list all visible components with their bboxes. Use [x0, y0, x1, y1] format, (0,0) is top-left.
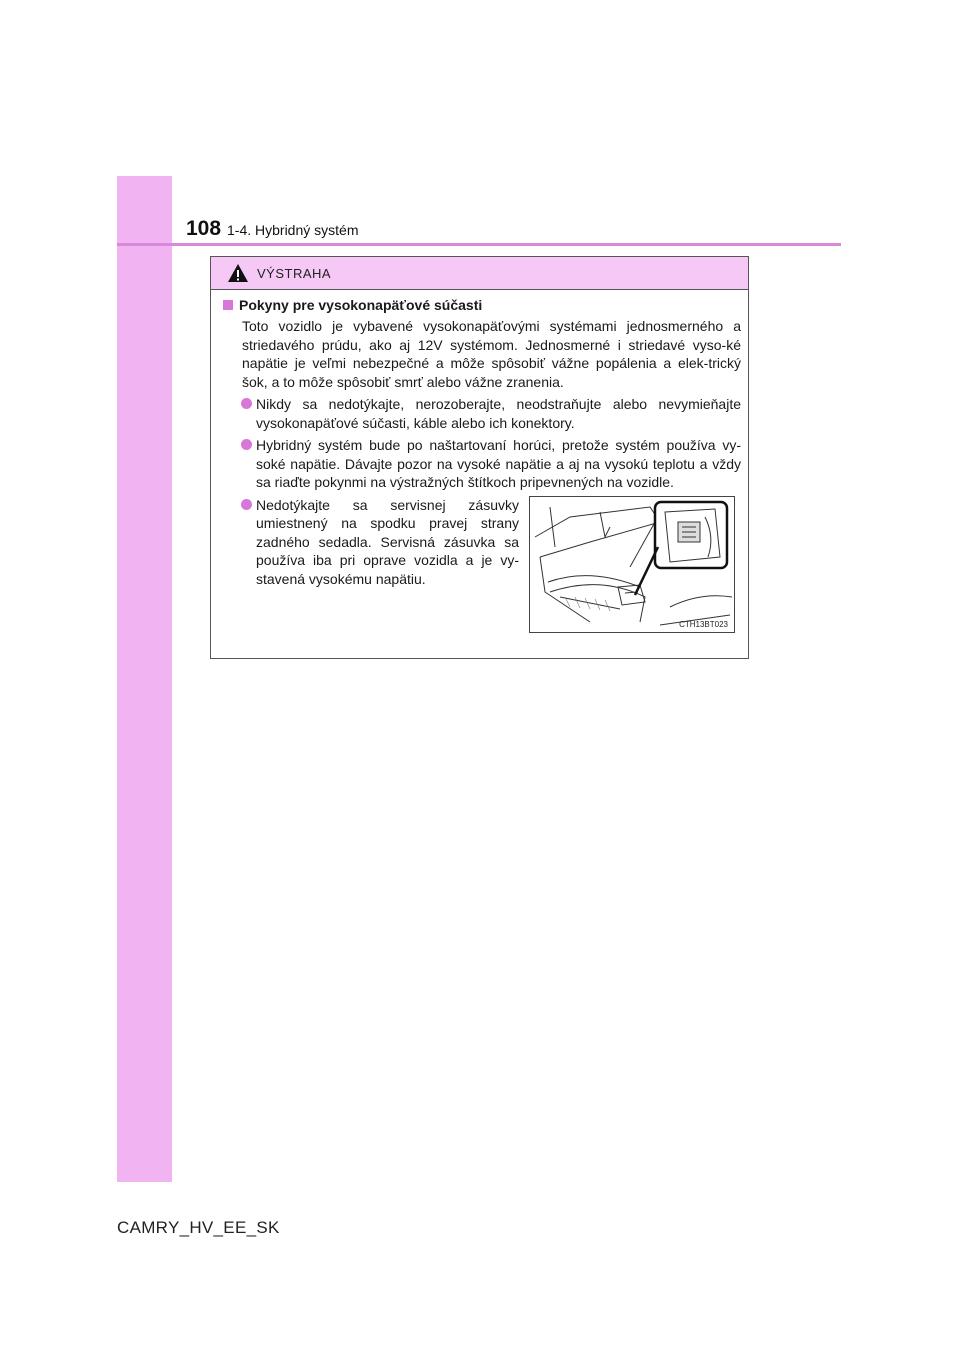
bullet-item — [241, 436, 741, 492]
warning-box — [210, 256, 749, 659]
section-title: 1-4. Hybridný systém — [227, 222, 359, 238]
service-plug-illustration — [529, 496, 735, 633]
bullet-item — [241, 395, 741, 432]
footer-doc-code: CAMRY_HV_EE_SK — [117, 1218, 280, 1237]
warning-title: VÝSTRAHA — [257, 265, 332, 281]
circle-bullet-icon — [241, 499, 252, 510]
circle-bullet-icon — [241, 398, 252, 409]
figure-code: CTH13BT023 — [679, 619, 728, 629]
bullet-item — [241, 496, 519, 629]
page-number: 108 — [186, 217, 222, 240]
header-rule — [117, 243, 841, 246]
bullet-text: Hybridný systém bude po naštartovaní horúci, pretože systém používa vy-soké napätie. Dávajte pozor na vysoké napätie a aj na vysokú teplotu a vždy sa riaďte pokynmi na výstražných štítkoch pripevnených na vozidle. — [256, 437, 741, 490]
warning-subheading — [223, 297, 741, 313]
warning-triangle-icon — [227, 263, 249, 283]
bullet-text: Nedotýkajte sa servisnej zásuvky umiestnený na spodku pravej strany zadného sedadla. Servisná zásuvka sa používa iba pri oprave vozidla a je vy-stavená vysokému napätiu. — [256, 496, 519, 587]
circle-bullet-icon — [241, 439, 252, 450]
rear-seat-drawing — [530, 497, 734, 632]
bullet-text: Nikdy sa nedotýkajte, nerozoberajte, neodstraňujte alebo nevymieňajte vysokonapäťové súčasti, káble alebo ich konektory. — [256, 396, 741, 431]
bullet-with-figure — [223, 496, 741, 633]
warning-subheading-text: Pokyny pre vysokonapäťové súčasti — [239, 297, 483, 313]
side-color-band — [117, 176, 172, 1182]
warning-intro: Toto vozidlo je vybavené vysokonapäťovými systémami jednosmerného a striedavého prúdu, ako aj 12V systémom. Jednosmerné i striedavé vyso-ké napätie je veľmi nebezpečné a môže spôsobiť vážne popálenia a elek-trický šok, a to môže spôsobiť smrť alebo vážne zranenia. — [242, 318, 741, 390]
warning-body — [223, 297, 741, 633]
warning-header — [211, 257, 748, 290]
square-bullet-icon — [223, 300, 233, 310]
